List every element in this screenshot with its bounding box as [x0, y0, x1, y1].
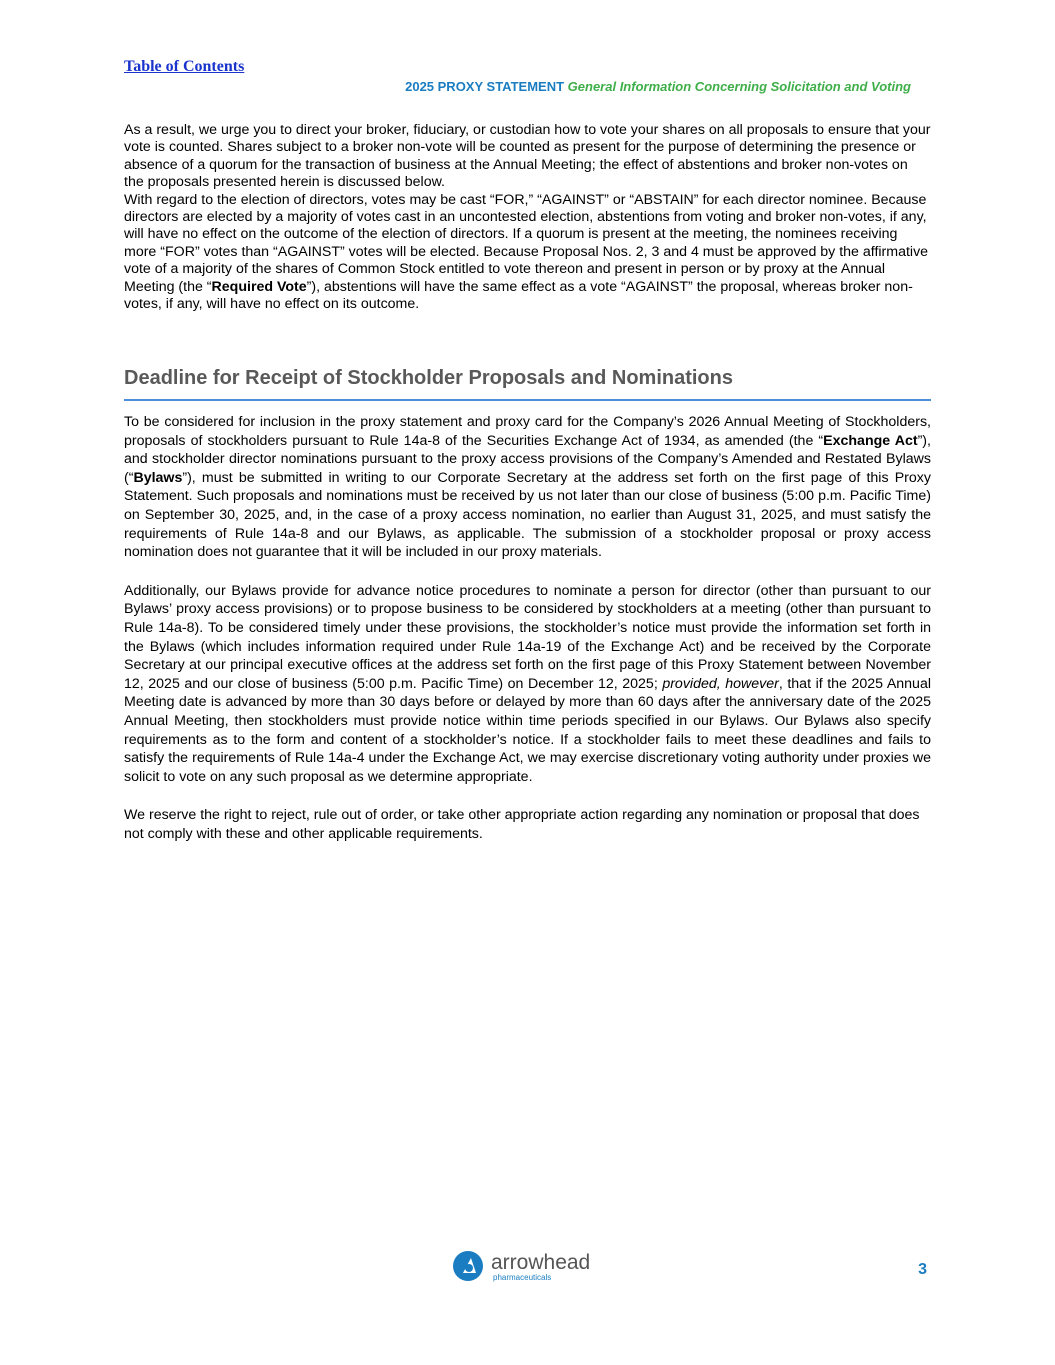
body-paragraph-1: To be considered for inclusion in the proxy statement and proxy card for the Company’s 2026 Annual Meeting of Stockholders, proposals of stockholders pursuant to Rule 14a-8 of the Securities Exchange Act of 1934, as amended (the “Exchange Act”), and stockholder director nominations pursuant to the proxy access provisions of the Company’s Amended and Restated Bylaws (“Bylaws”), must be submitted in writing to our Corporate Secretary at the address set forth on the first page of this Proxy Statement. Such proposals and nominations must be received by us not later than our close of business (5:00 p.m. Pacific Time) on September 30, 2025, and, in the case of a proxy access nomination, no earlier than August 31, 2025, and must satisfy the requirements of Rule 14a-8 and our Bylaws, as applicable. The submission of a stockholder proposal or proxy access nomination does not guarantee that it will be included in our proxy materials. [124, 414, 931, 561]
body-paragraph-2: Additionally, our Bylaws provide for advance notice procedures to nominate a person for director (other than pursuant to our Bylaws’ proxy access provisions) or to propose business to be considered by stockholders at a meeting (other than pursuant to Rule 14a-8). To be considered timely under these provisions, the stockholder’s notice must provide the information set forth in the Bylaws (which includes information required under Rule 14a-19 of the Exchange Act) and be received by the Corporate Secretary at our principal executive offices at the address set forth on the first page of this Proxy Statement between November 12, 2025 and our close of business (5:00 p.m. Pacific Time) on December 12, 2025; provided, however, that if the 2025 Annual Meeting date is advanced by more than 30 days before or delayed by more than 60 days after the anniversary date of the 2025 Annual Meeting, then stockholders must provide notice within time periods specified in our Bylaws. Our Bylaws also specify requirements as to the form and content of a stockholder’s notice. If a stockholder fails to meet these deadlines and fails to satisfy the requirements of Rule 14a-4 under the Exchange Act, we may exercise discretionary voting authority under proxies we solicit to vote on any such proposal as we determine appropriate. [124, 582, 931, 785]
page-number: 3 [918, 1261, 927, 1278]
intro-paragraph-1: As a result, we urge you to direct your broker, fiduciary, or custodian how to vote your shares on all proposals to ensure that your vote is counted. Shares subject to a broker non-vote will be counted as present for the purpose of determining the presence or absence of a quorum for the transaction of business at the Annual Meeting; the effect of abstentions and broker non-votes on the proposals presented herein is discussed below. [124, 122, 931, 191]
arrowhead-logo [452, 1249, 604, 1283]
required-vote-term: Required Vote [211, 278, 307, 295]
intro-paragraph-2: With regard to the election of directors, votes may be cast “FOR,” “AGAINST” or “ABSTAIN” for each director nominee. Because directors are elected by a majority of votes cast in an uncontested election, abstentions from voting and broker non-votes, if any, will have no effect on the outcome of the election of directors. If a quorum is present at the meeting, the nominees receiving more “FOR” votes than “AGAINST” votes will be elected. Because Proposal Nos. 2, 3 and 4 must be approved by the affirmative vote of a majority of the shares of Common Stock entitled to vote thereon and present in person or by proxy at the Annual Meeting (the “Required Vote”), abstentions will have the same effect as a vote “AGAINST” the proposal, whereas broker non-votes, if any, will have no effect on its outcome. [124, 191, 929, 313]
body-paragraph-3: We reserve the right to reject, rule out of order, or take other appropriate action regarding any nomination or proposal that does not comply with these and other applicable requirements. [124, 807, 920, 842]
intro-text [124, 122, 931, 313]
section-name: General Information Concerning Solicitation and Voting [567, 79, 911, 94]
running-header [405, 79, 911, 94]
statement-title: 2025 PROXY STATEMENT [405, 79, 565, 94]
section-body [124, 413, 931, 863]
provided-however-term: provided, however [662, 675, 779, 692]
exchange-act-term: Exchange Act [823, 432, 918, 449]
logo-wordmark: arrowhead [491, 1251, 591, 1274]
section-heading: Deadline for Receipt of Stockholder Proposals and Nominations [124, 367, 733, 389]
logo-subtitle: pharmaceuticals [493, 1273, 552, 1282]
table-of-contents-link[interactable]: Table of Contents [124, 58, 245, 75]
section-divider [124, 399, 931, 401]
bylaws-term: Bylaws [133, 469, 183, 486]
